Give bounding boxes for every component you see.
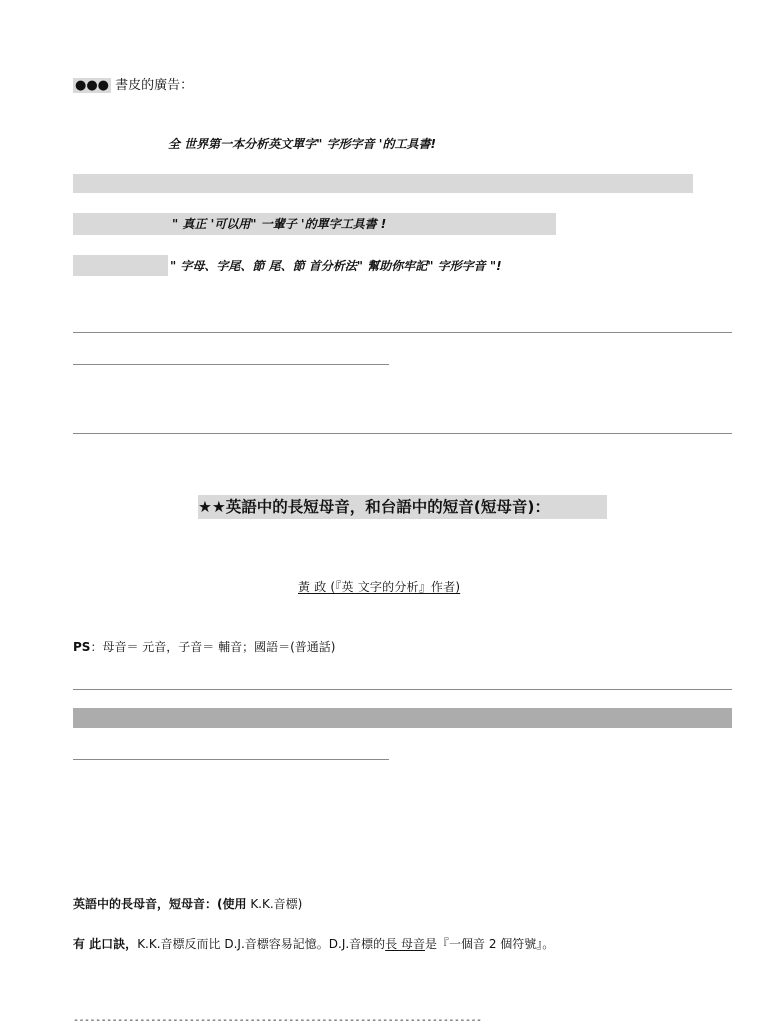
author-line: 黃 政 (『英 文字的分析』作者) [298,580,461,594]
divider-short [73,364,389,365]
ad-heading-row [73,78,193,94]
tip-bold: 有 此口訣， [73,937,138,951]
dark-grey-bar [73,708,732,728]
tip-paragraph [73,937,554,952]
article-title: ★★英語中的長短母音，和台語中的短音(短母音)： [198,498,550,516]
tip-underlined: 長 母音 [385,937,426,951]
kk-heading-bold: 英語中的長母音，短母音：(使用 [73,897,247,911]
ps-text: ：母音＝ 元音，子音＝ 輔音；國語＝(普通話) [90,640,336,654]
kk-heading-rest: K.K.音標) [246,897,303,911]
divider [73,433,732,434]
bullet-icons: ●●● [75,78,110,93]
ad-heading: 書皮的廣告： [115,78,194,93]
tip-text: K.K.音標反而比 D.J.音標容易記憶。D.J.音標的 [137,937,386,951]
divider [73,332,732,333]
ps-note [73,640,335,655]
divider [73,689,732,690]
divider-short [73,759,389,760]
ad-line-3-highlight [73,255,168,276]
ps-label: PS [73,640,91,654]
dashed-separator: -------------------------------------------------------------------------- [73,1015,482,1026]
grey-highlight-bar [73,174,693,193]
ad-line-3: " 字母、字尾、節 尾、節 首分析法" 幫助你牢記" 字形字音 "! [170,259,502,273]
kk-heading [73,897,302,912]
tip-end: 是『一個音 2 個符號』。 [425,937,555,951]
ad-line-2: " 真正 '可以用" 一輩子 '的單字工具書 ! [172,217,387,231]
ad-line-1: 全 世界第一本分析英文單字" 字形字音 '的工具書! [168,137,436,151]
